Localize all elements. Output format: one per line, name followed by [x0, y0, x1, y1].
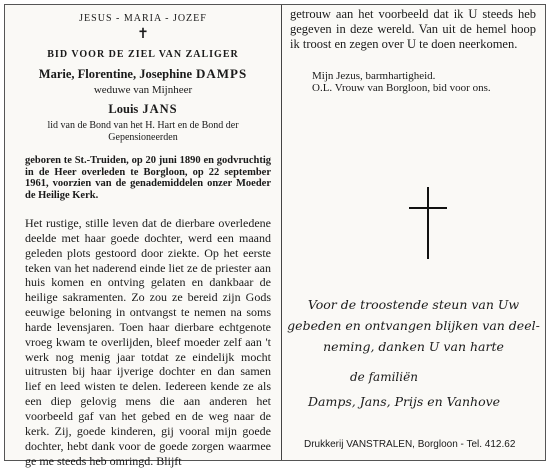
cross-icon: ✝	[137, 27, 149, 42]
printer-credit: Drukkerij VANSTRALEN, Borgloon - Tel. 412.62	[304, 439, 516, 450]
widow-line: weduwe van Mijnheer	[93, 84, 193, 96]
prayer-line-2: O.L. Vrouw van Borgloon, bid voor ons.	[312, 82, 491, 94]
husband-family-name: JANS	[142, 102, 178, 116]
right-panel	[282, 5, 545, 460]
holy-names-header: JESUS - MARIA - JOZEF	[79, 13, 207, 24]
families-names: Damps, Jans, Prijs en Vanhove	[308, 394, 501, 409]
deceased-family-name: DAMPS	[196, 66, 248, 81]
thanks-line-3: neming, danken U van harte	[323, 339, 504, 354]
eulogy-text: Het rustige, stille leven dat de dierbare overledene deelde met haar goede dochter, werd een maand geleden plots gestoord door ziekte. Op het eerste teken van het naderend einde liet ze de priester aan huis komen en ontving gelaten en dankbaar de heilige sakramenten. Zo zou ze bereid zijn Gods eeuwige beloning in ontvangst te nemen na soms harde levensjaren. Toen haar dierbare echtgenote vroeg kwam te overlijden, bleef moeder zelf aan 't werk nog menig jaar totdat ze eindelijk mocht uitrusten bij haar ijverige dochter en dan samen lief en leed wisten te delen. Iedereen kende ze als een diep gelovig mens die aan anderen het voorbeeld gaf van het gebed en de weg naar de kerk. Zij, goede kinderen, gij vooral mijn goede dochter, hebt dank voor de goede zorgen waarmee ge me steeds heb omringd. Blijft	[25, 216, 271, 468]
continued-text: getrouw aan het voorbeeld dat ik U steeds heb gegeven in deze wereld. Van uit de hemel hoop ik troost en zegen over U te doen neerkomen.	[290, 7, 536, 51]
membership-line-1: lid van de Bond van het H. Hart en de Bond der	[47, 120, 239, 131]
intro-line: BID VOOR DE ZIEL VAN ZALIGER	[47, 49, 239, 60]
birth-death-details: geboren te St.-Truiden, op 20 juni 1890 en godvruchtig in de Heer overleden te Borgloon, op 22 september 1961, voorzien van de genademiddelen onzer Moeder de Heilige Kerk.	[25, 155, 271, 202]
thanks-line-1: Voor de troostende steun van Uw	[307, 297, 520, 312]
deceased-name	[5, 65, 281, 83]
prayer-line-1: Mijn Jezus, barmhartigheid.	[312, 70, 436, 82]
left-panel	[5, 5, 281, 468]
deceased-given-names: Marie, Florentine, Josephine	[38, 67, 192, 81]
husband-name	[5, 100, 281, 118]
membership-line-2: Gepensioneerden	[108, 132, 178, 143]
families-label: de familiën	[350, 370, 418, 384]
memorial-card	[4, 4, 546, 468]
husband-given-name: Louis	[108, 102, 139, 116]
thanks-line-2: gebeden en ontvangen blijken van deel-	[287, 318, 540, 333]
